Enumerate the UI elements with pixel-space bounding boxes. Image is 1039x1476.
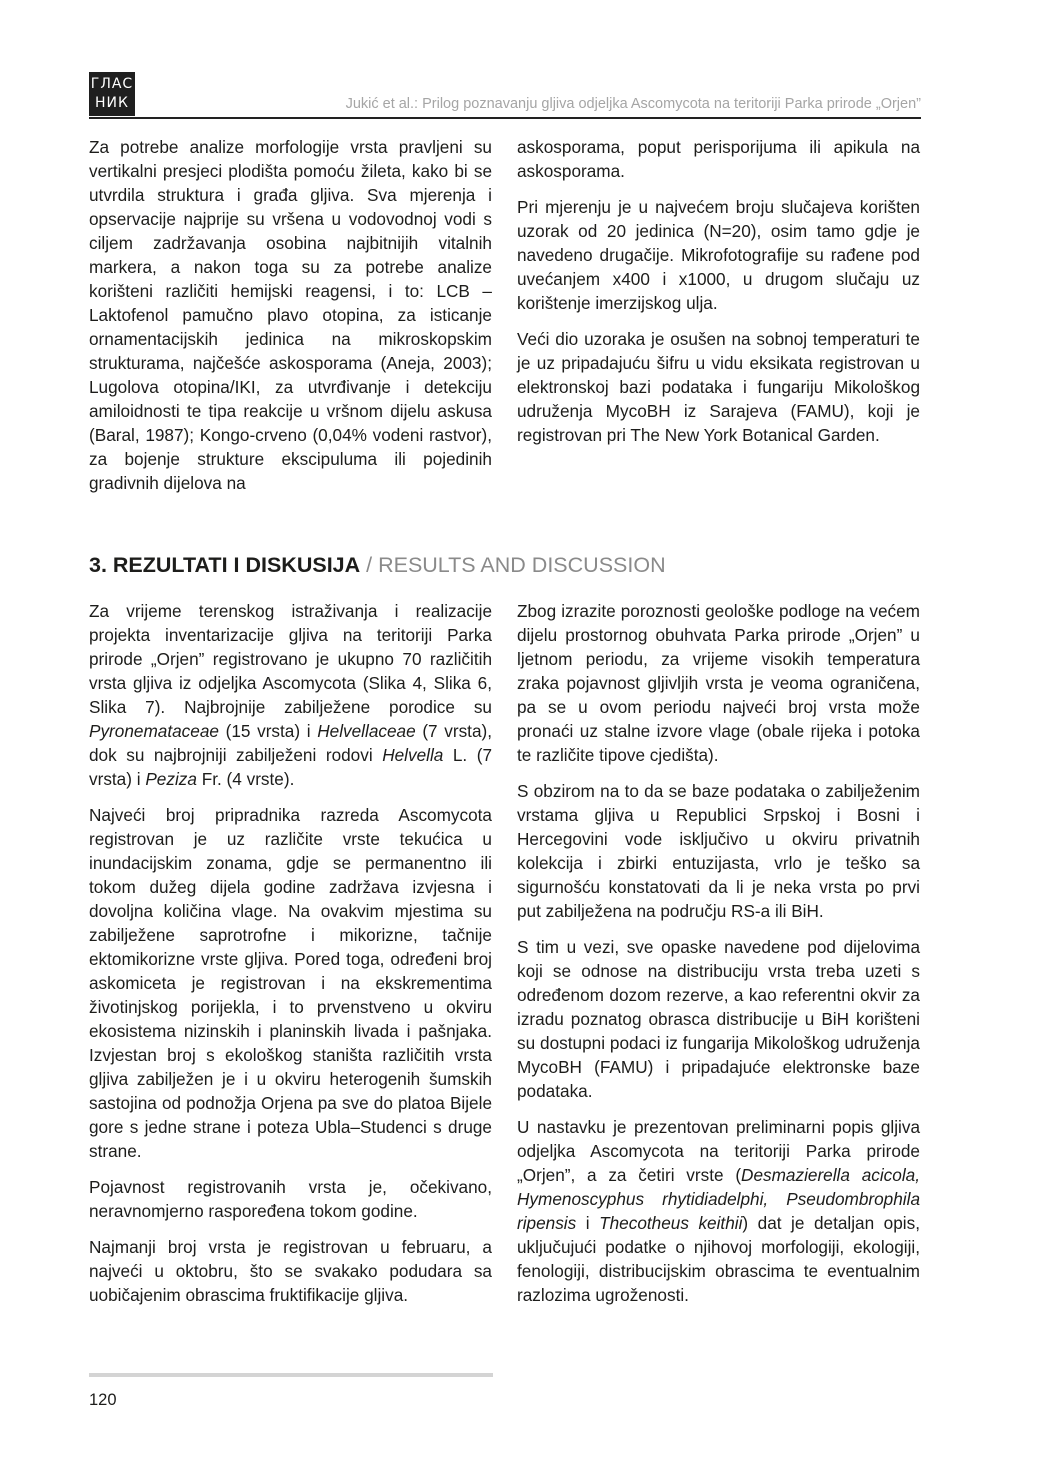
paragraph: Za potrebe analize morfologije vrsta pravljeni su vertikalni presjeci plodišta pomoću žileta, kako bi se utvrdila struktura i građa gljiva. Sva mjerenja i opservacije najprije su vršena u vodovodnoj vodi s ciljem zadržavanja osobina najbitnijih vitalnih markera, a nakon toga su za potrebe analize korišteni različiti hemijski reagensi, i to: LCB – Laktofenol pamučno plavo otopina, za isticanje ornamentacijskih jedinica na mikroskopskim strukturama, najčešće askosporama (Aneja, 2003); Lugolova otopina/IKI, za utvrđivanje i detekciju amiloidnosti te tipa reakcije u vršnom dijelu askusa (Baral, 1987); Kongo-crveno (0,04% vodeni rastvor), za bojenje strukture ekscipuluma ili pojedinih gradivnih dijelova na	[89, 137, 492, 493]
running-head: Jukić et al.: Prilog poznavanju gljiva odjeljka Ascomycota na teritoriji Parka prirode „Orjen”	[345, 96, 921, 112]
paragraph: S obzirom na to da se baze podataka o zabilježenim vrstama gljiva u Republici Srpskoj i Bosni i Hercegovini vode isključivo u okviru privatnih kolekcija i zbirki entuzijasta, vrlo je teško sa sigurnošću konstatovati da li je neka vrsta po prvi put zabilježena na području RS-a ili BiH.	[517, 781, 920, 921]
paragraph: S tim u vezi, sve opaske navedene pod dijelovima koji se odnose na distribuciju vrsta treba uzeti s određenom dozom rezerve, a kao referentni okvir za izradu poznatog obrasca distribucije u BiH korišteni su dostupni podaci iz fungarija Mikološkog udruženja MycoBH (FAMU) i pripadajuće elektronske baze podataka.	[517, 937, 920, 1101]
section-title-en: RESULTS AND DISCUSSION	[378, 553, 666, 577]
taxon-name: Desmazierella acicola, Hymenoscyphus rhytidiadelphi, Pseudombrophila ripensis	[517, 1165, 920, 1233]
journal-logo: ГЛАС НИК	[89, 72, 135, 116]
paragraph: Za vrijeme terenskog istraživanja i realizacije projekta inventarizacije gljiva na teritoriji Parka prirode „Orjen” registrovano je ukupno 70 različitih vrsta gljiva iz odjeljka Ascomycota (Slika 4, Slika 6, Slika 7). Najbrojnije zabilježene porodice su Pyronemataceae (15 vrsta) i Helvellaceae (7 vrsta), dok su najbrojniji zabilježeni rodovi Helvella L. (7 vrsta) i Peziza Fr. (4 vrste).	[89, 601, 493, 789]
paragraph: Pojavnost registrovanih vrsta je, očekivano, neravnomjerno raspoređena tokom godine.	[89, 1177, 492, 1221]
taxon-name: Pyronemataceae	[89, 721, 219, 741]
footer-rule	[89, 1373, 493, 1377]
section-heading	[89, 553, 666, 578]
section-title: 3. REZULTATI I DISKUSIJA	[89, 553, 361, 577]
paragraph: Pri mjerenju je u najvećem broju slučajeva korišten uzorak od 20 jedinica (N=20), osim tamo gdje je navedeno drugačije. Mikrofotografije su rađene pod uvećanjem x400 i x1000, u drugom slučaju uz korištenje imerzijskog ulja.	[517, 197, 920, 313]
paragraph: Najveći broj pripradnika razreda Ascomycota registrovan je uz različite vrste tekućica u inundacijskim zonama, gdje se permanentno ili tokom dužeg dijela godine zadržava izvjesna i dovoljna količina vlage. Na ovakvim mjestima su zabilježene saprotrofne i mikorizne, tačnije ektomikorizne vrste gljiva. Pored toga, određeni broj askomiceta je registrovan i na ekskrementima životinjskog porijekla, i to prvenstveno u okviru ekosistema nizinskih i planinskih livada i pašnjaka. Izvjestan broj s ekološkog staništa različitih vrsta gljiva zabilježen je i u okviru heterogenih šumskih sastojina od podnožja Orjena pa sve do platoa Bijele gore s jedne strane i poteza Ubla–Studenci s druge strane.	[89, 805, 492, 1161]
header-rule	[89, 117, 921, 119]
top-right-column	[517, 135, 920, 459]
paragraph: Najmanji broj vrsta je registrovan u februaru, a najveći u oktobru, što se svakako podudara sa uobičajenim obrascima fruktifikacije gljiva.	[89, 1237, 492, 1305]
section-separator: /	[360, 553, 379, 577]
paragraph: U nastavku je prezentovan preliminarni popis gljiva odjeljka Ascomycota na teritoriji Parka prirode „Orjen”, a za četiri vrste (Desmazierella acicola, Hymenoscyphus rhytidiadelphi, Pseudombrophila ripensis i Thecotheus keithii) dat je detaljan opis, uključujući podatke o njihovoj morfologiji, ekologiji, fenologiji, distribucijskim obrascima te eventualnim razlozima ugroženosti.	[517, 1117, 920, 1305]
paragraph: Zbog izrazite poroznosti geološke podloge na većem dijelu prostornog obuhvata Parka prirode „Orjen” u ljetnom periodu, za vrijeme visokih temperatura zraka pojavnost gljivljih vrsta je veoma ograničena, pa se u ovom periodu najveći broj vrsta može pronaći uz stalne izvore vlage (obale rijeka i potoka te različite tipove cjedišta).	[517, 601, 920, 765]
taxon-name: Helvella	[382, 745, 444, 765]
bottom-left-column	[89, 599, 492, 1319]
taxon-name: Helvellaceae	[317, 721, 416, 741]
page-number: 120	[89, 1391, 117, 1409]
top-left-column	[89, 135, 492, 507]
bottom-right-column	[517, 599, 920, 1319]
taxon-name: Peziza	[145, 769, 197, 789]
taxon-name: Thecotheus keithii	[599, 1213, 743, 1233]
paragraph: Veći dio uzoraka je osušen na sobnoj temperaturi te je uz pripadajuću šifru u vidu eksikata registrovan u elektronskoj bazi podataka i fungariju Mikološkog udruženja MycoBH iz Sarajeva (FAMU), koji je registrovan pri The New York Botanical Garden.	[517, 329, 920, 445]
paragraph: askosporama, poput perisporijuma ili apikula na askosporama.	[517, 137, 920, 181]
